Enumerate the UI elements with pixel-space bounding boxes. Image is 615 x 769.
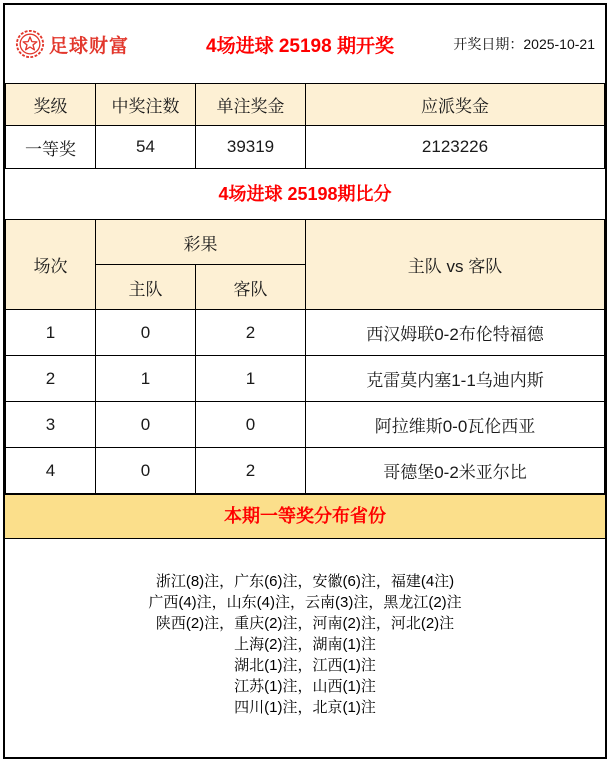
single-prize-value: 39319 bbox=[196, 126, 306, 169]
page bbox=[3, 3, 607, 759]
score-header-row-1 bbox=[6, 220, 605, 265]
away-goals: 0 bbox=[196, 402, 306, 448]
match-no: 1 bbox=[6, 310, 96, 356]
draw-date-label: 开奖日期：2025-10-21 bbox=[453, 36, 595, 52]
province-line: 广西(4)注，山东(4)注，云南(3)注，黑龙江(2)注 bbox=[148, 594, 462, 611]
prize-table-row bbox=[6, 126, 605, 169]
province-line: 浙江(8)注，广东(6)注，安徽(6)注，福建(4注) bbox=[155, 573, 455, 590]
home-goals: 0 bbox=[96, 402, 196, 448]
seal-logo-icon bbox=[15, 29, 45, 59]
province-distribution bbox=[5, 539, 605, 718]
match-result-text: 阿拉维斯0-0瓦伦西亚 bbox=[306, 402, 605, 448]
match-no: 3 bbox=[6, 402, 96, 448]
prize-header-total-payout: 应派奖金 bbox=[306, 84, 605, 126]
province-line: 湖北(1)注，江西(1)注 bbox=[234, 657, 376, 674]
away-goals: 2 bbox=[196, 310, 306, 356]
logo-text: 足球财富 bbox=[49, 35, 130, 57]
province-line: 上海(2)注，湖南(1)注 bbox=[234, 636, 376, 653]
prize-table bbox=[5, 83, 605, 169]
match-no: 2 bbox=[6, 356, 96, 402]
prize-header-level: 奖级 bbox=[6, 84, 96, 126]
score-header-away: 客队 bbox=[196, 265, 306, 310]
match-row bbox=[6, 402, 605, 448]
home-goals: 0 bbox=[96, 310, 196, 356]
logo bbox=[15, 29, 165, 59]
match-result-text: 哥德堡0-2米亚尔比 bbox=[306, 448, 605, 494]
province-line: 四川(1)注，北京(1)注 bbox=[234, 699, 376, 716]
match-row bbox=[6, 356, 605, 402]
match-row bbox=[6, 448, 605, 494]
score-header-result: 彩果 bbox=[96, 220, 306, 265]
province-line: 江苏(1)注，山西(1)注 bbox=[234, 678, 376, 695]
match-row bbox=[6, 310, 605, 356]
header bbox=[5, 5, 605, 83]
match-result-text: 西汉姆联0-2布伦特福德 bbox=[306, 310, 605, 356]
winning-bets-value: 54 bbox=[96, 126, 196, 169]
prize-level-value: 一等奖 bbox=[6, 126, 96, 169]
home-goals: 1 bbox=[96, 356, 196, 402]
score-header-home: 主队 bbox=[96, 265, 196, 310]
prize-header-single-prize: 单注奖金 bbox=[196, 84, 306, 126]
score-table bbox=[5, 219, 605, 494]
province-line: 陕西(2)注，重庆(2)注，河南(2)注，河北(2)注 bbox=[155, 615, 455, 632]
home-goals: 0 bbox=[96, 448, 196, 494]
match-result-text: 克雷莫内塞1-1乌迪内斯 bbox=[306, 356, 605, 402]
away-goals: 1 bbox=[196, 356, 306, 402]
total-payout-value: 2123226 bbox=[306, 126, 605, 169]
prize-header-winning-bets: 中奖注数 bbox=[96, 84, 196, 126]
prize-table-header-row bbox=[6, 84, 605, 126]
match-no: 4 bbox=[6, 448, 96, 494]
away-goals: 2 bbox=[196, 448, 306, 494]
province-banner: 本期一等奖分布省份 bbox=[5, 494, 605, 539]
page-title: 4场进球 25198 期开奖 bbox=[206, 35, 394, 57]
score-header-match-no: 场次 bbox=[6, 220, 96, 310]
score-header-versus: 主队 vs 客队 bbox=[306, 220, 605, 310]
score-section-title: 4场进球 25198期比分 bbox=[218, 184, 392, 204]
